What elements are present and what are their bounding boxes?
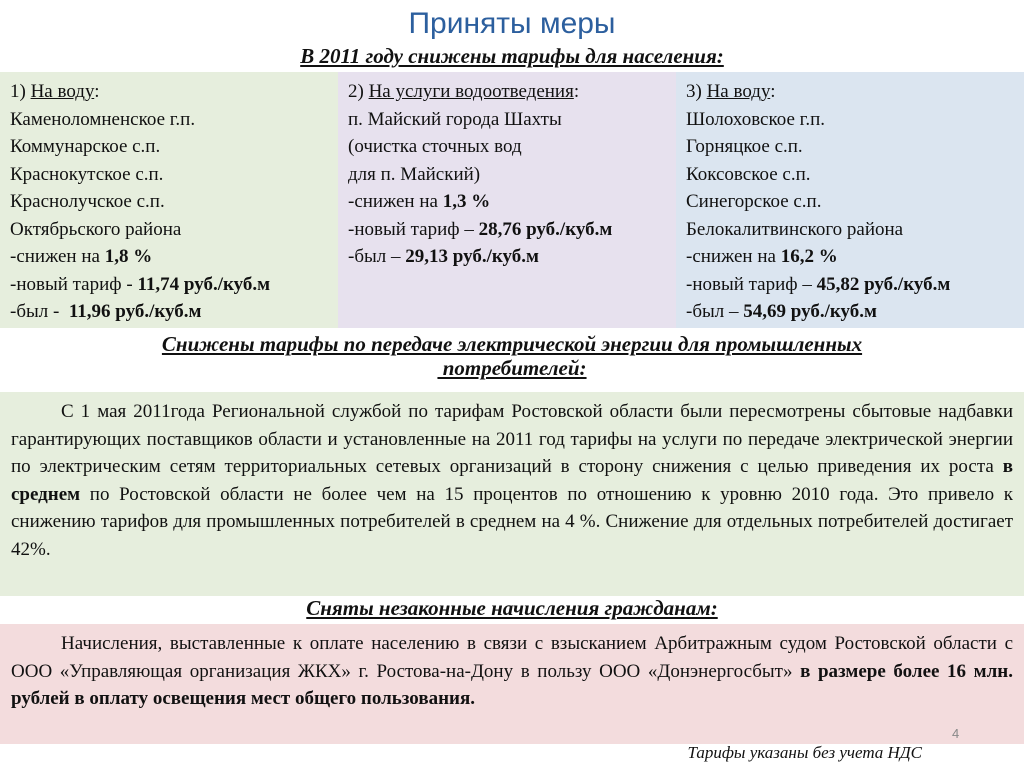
column-1-reduction [10, 243, 330, 271]
column-1-old-tariff [10, 298, 330, 326]
column-3-line: Коксовское с.п. [686, 163, 811, 185]
tariff-column-3 [676, 72, 1024, 328]
column-1-number: 1) [10, 81, 31, 102]
electricity-tariff-paragraph [0, 392, 1024, 596]
tariff-column-1 [0, 72, 338, 328]
column-3-line: Горняцкое с.п. [686, 136, 803, 157]
footnote: Тарифы указаны без учета НДС [687, 743, 922, 762]
column-2-line: для п. Майский) [348, 163, 481, 185]
column-1-line: Каменоломненское г.п. [10, 108, 196, 130]
column-2-colon: : [573, 81, 580, 102]
reduction-label: -снижен на [10, 246, 105, 267]
new-tariff-value: 11,74 руб./куб.м [137, 273, 271, 295]
tariff-column-2 [338, 72, 676, 328]
column-3-old-tariff [686, 298, 1016, 326]
column-3-reduction [686, 243, 1016, 271]
column-3-line: Белокалитвинского района [686, 218, 904, 240]
column-2-reduction [348, 188, 668, 216]
column-2-line: (очистка сточных вод [348, 136, 522, 157]
column-2-number: 2) [348, 81, 369, 102]
column-1-colon: : [94, 81, 100, 102]
old-tariff-label: -был - [10, 301, 65, 322]
slide-title: Приняты меры [408, 7, 616, 40]
column-1-line: Октябрьского района [10, 218, 182, 240]
column-2-line: п. Майский города Шахты [348, 108, 562, 130]
new-tariff-label: -новый тариф - [10, 273, 138, 295]
column-1-subject: На воду [30, 81, 95, 102]
paragraph-text-part: С 1 мая 2011года Региональной службой по тарифам Ростовской области были пересмотрены сбытовые надбавки гарантирующих поставщиков области и установленные на 2011 год тарифы на услуги по передаче электрической энергии по электрическим сетям территориальных сетевых организаций в сторону снижения с целью приведения их роста [11, 401, 1013, 477]
new-tariff-label: -новый тариф – [348, 218, 479, 240]
column-2-header [348, 78, 668, 106]
column-3-line: Синегорское с.п. [686, 191, 822, 212]
old-tariff-label: -был – [686, 301, 744, 322]
column-3-subject: На воду [706, 81, 771, 102]
electricity-paragraph-text [11, 398, 1013, 563]
paragraph-bold-text: в размере более 16 млн. рублей в оплату освещения мест общего пользования. [11, 660, 1013, 709]
section3-heading: Сняты незаконные начисления гражданам: [306, 596, 718, 620]
column-1-new-tariff [10, 271, 330, 299]
column-3-header [686, 78, 1016, 106]
column-3-colon: : [770, 81, 776, 102]
illegal-charges-paragraph [0, 624, 1024, 744]
section2-heading [0, 332, 1024, 380]
old-tariff-label: -был – [348, 246, 406, 267]
column-2-old-tariff [348, 243, 668, 271]
reduction-value: 16,2 % [780, 246, 838, 267]
paragraph-text-part: по Ростовской области не более чем на 15 процентов по отношению к уровню 2010 года. Это привело к снижению тарифов для промышленных потребителей в среднем на 4 %. Снижение для отдельных потребителей достигает 42%. [11, 483, 1013, 560]
section1-heading: В 2011 году снижены тарифы для населения: [300, 44, 724, 68]
column-3-line: Шолоховское г.п. [686, 108, 825, 130]
paragraph-bold-text: в среднем [11, 456, 1013, 505]
reduction-value: 1,3 % [442, 191, 491, 212]
reduction-label: -снижен на [686, 246, 781, 267]
old-tariff-value: 54,69 руб./куб.м [743, 301, 877, 322]
column-1-line: Краснолучское с.п. [10, 191, 165, 212]
column-2-subject: На услуги водоотведения [368, 81, 574, 102]
section2-heading-line1: Снижены тарифы по передаче электрической энергии для промышленных [161, 332, 863, 356]
old-tariff-value: 29,13 руб./куб.м [405, 246, 539, 267]
column-3-new-tariff [686, 271, 1016, 299]
charges-paragraph-text [11, 630, 1013, 713]
new-tariff-value: 28,76 руб./куб.м [478, 218, 613, 240]
new-tariff-label: -новый тариф – [686, 273, 817, 295]
page-number: 4 [952, 726, 960, 741]
column-3-number: 3) [686, 81, 707, 102]
section2-heading-line2: потребителей: [437, 356, 587, 380]
new-tariff-value: 45,82 руб./куб.м [816, 273, 951, 295]
column-2-new-tariff [348, 216, 668, 244]
column-1-line: Краснокутское с.п. [10, 163, 164, 185]
paragraph-text-part: Начисления, выставленные к оплате населению в связи с взысканием Арбитражным судом Ростовской области с ООО «Управляющая организация ЖКХ» г. Ростова-на-Дону в пользу ООО «Донэнергосбыт» [11, 633, 1013, 682]
column-1-line: Коммунарское с.п. [10, 136, 161, 157]
reduction-value: 1,8 % [104, 246, 153, 267]
old-tariff-value: 11,96 руб./куб.м [68, 301, 202, 322]
reduction-label: -снижен на [348, 191, 443, 212]
column-1-header [10, 78, 330, 106]
